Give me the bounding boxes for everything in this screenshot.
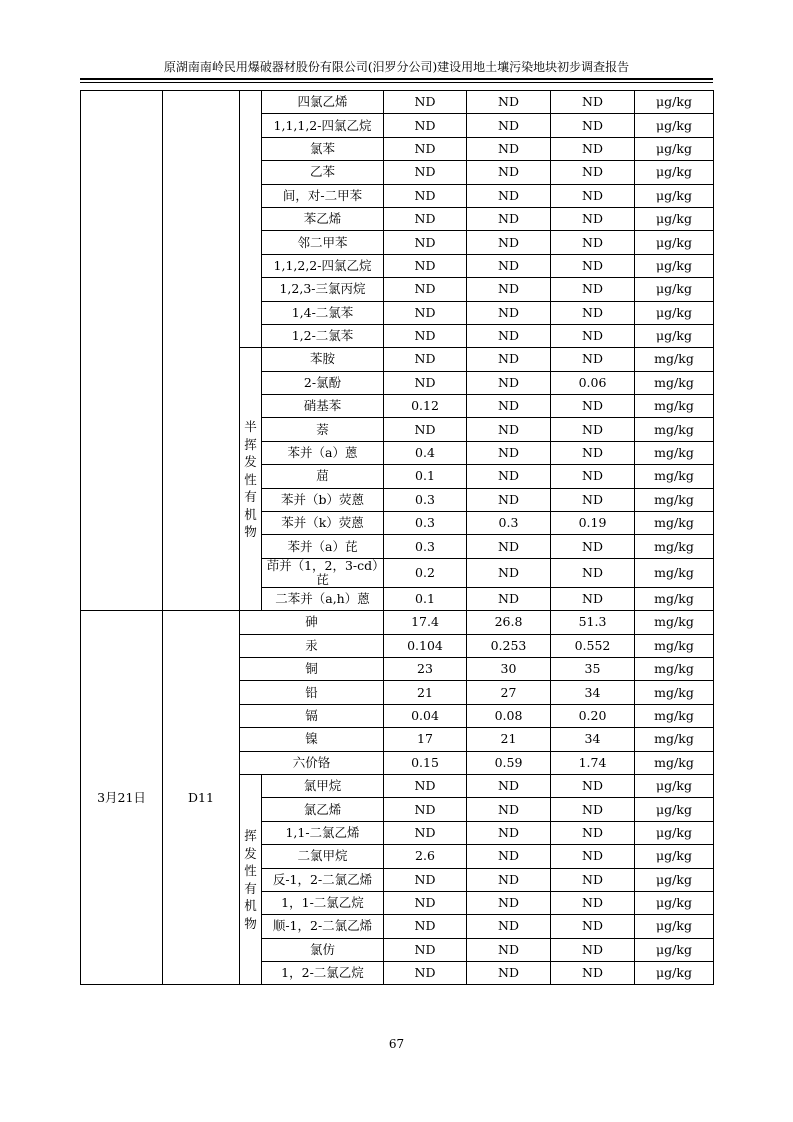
parameter-cell: 1,1,2,2-四氯乙烷 bbox=[262, 254, 384, 277]
unit-cell: μg/kg bbox=[635, 915, 714, 938]
value-cell-2: 0.3 bbox=[467, 512, 551, 535]
unit-cell: mg/kg bbox=[635, 704, 714, 727]
parameter-cell: 铜 bbox=[240, 657, 384, 680]
value-cell-3: ND bbox=[551, 301, 635, 324]
unit-cell: mg/kg bbox=[635, 587, 714, 610]
value-cell-3: ND bbox=[551, 278, 635, 301]
value-cell-2: ND bbox=[467, 254, 551, 277]
value-cell-3: ND bbox=[551, 91, 635, 114]
parameter-cell: 茚并（1，2，3-cd）芘 bbox=[262, 558, 384, 587]
unit-cell: mg/kg bbox=[635, 348, 714, 371]
value-cell-2: ND bbox=[467, 207, 551, 230]
value-cell-2: ND bbox=[467, 278, 551, 301]
value-cell-2: ND bbox=[467, 774, 551, 797]
value-cell-1: ND bbox=[384, 418, 467, 441]
report-header: 原湖南南岭民用爆破器材股份有限公司(汨罗分公司)建设用地土壤污染地块初步调查报告 bbox=[163, 60, 630, 74]
value-cell-1: 17.4 bbox=[384, 611, 467, 634]
value-cell-3: ND bbox=[551, 418, 635, 441]
value-cell-3: ND bbox=[551, 207, 635, 230]
value-cell-3: 34 bbox=[551, 681, 635, 704]
value-cell-1: 23 bbox=[384, 657, 467, 680]
value-cell-2: ND bbox=[467, 137, 551, 160]
value-cell-3: ND bbox=[551, 587, 635, 610]
unit-cell: μg/kg bbox=[635, 938, 714, 961]
unit-cell: μg/kg bbox=[635, 254, 714, 277]
table-row bbox=[81, 91, 714, 114]
category-cell-svoc-text: 半挥发性有机物 bbox=[244, 419, 257, 539]
value-cell-2: ND bbox=[467, 938, 551, 961]
value-cell-2: ND bbox=[467, 114, 551, 137]
unit-cell: mg/kg bbox=[635, 395, 714, 418]
value-cell-3: 0.19 bbox=[551, 512, 635, 535]
value-cell-1: 0.3 bbox=[384, 535, 467, 558]
value-cell-1: ND bbox=[384, 868, 467, 891]
value-cell-1: ND bbox=[384, 137, 467, 160]
value-cell-3: 51.3 bbox=[551, 611, 635, 634]
value-cell-3: ND bbox=[551, 161, 635, 184]
category-cell-continued bbox=[240, 91, 262, 348]
unit-cell: mg/kg bbox=[635, 418, 714, 441]
parameter-cell: 苯并（a）芘 bbox=[262, 535, 384, 558]
value-cell-3: ND bbox=[551, 962, 635, 985]
value-cell-2: ND bbox=[467, 915, 551, 938]
date-cell-continued bbox=[81, 91, 163, 611]
value-cell-1: ND bbox=[384, 798, 467, 821]
value-cell-3: ND bbox=[551, 798, 635, 821]
value-cell-1: ND bbox=[384, 207, 467, 230]
value-cell-3: ND bbox=[551, 324, 635, 347]
unit-cell: μg/kg bbox=[635, 324, 714, 347]
parameter-cell: 氯乙烯 bbox=[262, 798, 384, 821]
value-cell-3: ND bbox=[551, 254, 635, 277]
value-cell-2: 30 bbox=[467, 657, 551, 680]
unit-cell: mg/kg bbox=[635, 681, 714, 704]
unit-cell: μg/kg bbox=[635, 891, 714, 914]
unit-cell: mg/kg bbox=[635, 634, 714, 657]
parameter-cell: 1,1-二氯乙烯 bbox=[262, 821, 384, 844]
parameter-cell: 铅 bbox=[240, 681, 384, 704]
value-cell-2: 0.59 bbox=[467, 751, 551, 774]
unit-cell: μg/kg bbox=[635, 868, 714, 891]
value-cell-2: ND bbox=[467, 184, 551, 207]
value-cell-1: 17 bbox=[384, 728, 467, 751]
header-rule-thick bbox=[80, 78, 713, 80]
parameter-cell: 苯并（b）荧蒽 bbox=[262, 488, 384, 511]
unit-cell: mg/kg bbox=[635, 611, 714, 634]
value-cell-2: ND bbox=[467, 558, 551, 587]
results-table bbox=[80, 90, 714, 985]
parameter-cell: 邻二甲苯 bbox=[262, 231, 384, 254]
value-cell-3: ND bbox=[551, 114, 635, 137]
parameter-cell: 2-氯酚 bbox=[262, 371, 384, 394]
value-cell-3: ND bbox=[551, 891, 635, 914]
value-cell-3: 34 bbox=[551, 728, 635, 751]
value-cell-1: ND bbox=[384, 774, 467, 797]
value-cell-1: ND bbox=[384, 91, 467, 114]
value-cell-3: ND bbox=[551, 488, 635, 511]
value-cell-3: ND bbox=[551, 441, 635, 464]
parameter-cell: 间，对-二甲苯 bbox=[262, 184, 384, 207]
value-cell-3: ND bbox=[551, 938, 635, 961]
parameter-cell: 苯并（a）蒽 bbox=[262, 441, 384, 464]
unit-cell: μg/kg bbox=[635, 962, 714, 985]
value-cell-3: ND bbox=[551, 395, 635, 418]
unit-cell: μg/kg bbox=[635, 161, 714, 184]
value-cell-2: ND bbox=[467, 535, 551, 558]
unit-cell: μg/kg bbox=[635, 301, 714, 324]
value-cell-3: 1.74 bbox=[551, 751, 635, 774]
value-cell-1: 2.6 bbox=[384, 845, 467, 868]
value-cell-2: ND bbox=[467, 488, 551, 511]
value-cell-3: 35 bbox=[551, 657, 635, 680]
parameter-cell: 反-1，2-二氯乙烯 bbox=[262, 868, 384, 891]
unit-cell: μg/kg bbox=[635, 114, 714, 137]
parameter-cell: 苯并（k）荧蒽 bbox=[262, 512, 384, 535]
parameter-cell: 汞 bbox=[240, 634, 384, 657]
value-cell-3: ND bbox=[551, 915, 635, 938]
value-cell-2: ND bbox=[467, 231, 551, 254]
value-cell-3: ND bbox=[551, 231, 635, 254]
value-cell-3: ND bbox=[551, 535, 635, 558]
value-cell-1: 0.04 bbox=[384, 704, 467, 727]
category-cell-svoc bbox=[240, 348, 262, 611]
value-cell-1: ND bbox=[384, 301, 467, 324]
value-cell-1: 0.2 bbox=[384, 558, 467, 587]
value-cell-1: ND bbox=[384, 184, 467, 207]
value-cell-2: ND bbox=[467, 418, 551, 441]
value-cell-2: ND bbox=[467, 301, 551, 324]
value-cell-2: ND bbox=[467, 845, 551, 868]
unit-cell: μg/kg bbox=[635, 845, 714, 868]
unit-cell: mg/kg bbox=[635, 512, 714, 535]
value-cell-1: 0.3 bbox=[384, 512, 467, 535]
parameter-cell: 苯胺 bbox=[262, 348, 384, 371]
value-cell-2: ND bbox=[467, 587, 551, 610]
value-cell-1: ND bbox=[384, 348, 467, 371]
value-cell-1: ND bbox=[384, 962, 467, 985]
value-cell-1: ND bbox=[384, 371, 467, 394]
value-cell-3: 0.06 bbox=[551, 371, 635, 394]
parameter-cell: 苯乙烯 bbox=[262, 207, 384, 230]
value-cell-3: ND bbox=[551, 821, 635, 844]
parameter-cell: 1，1-二氯乙烷 bbox=[262, 891, 384, 914]
parameter-cell: 砷 bbox=[240, 611, 384, 634]
unit-cell: mg/kg bbox=[635, 751, 714, 774]
value-cell-1: 0.1 bbox=[384, 587, 467, 610]
unit-cell: mg/kg bbox=[635, 657, 714, 680]
value-cell-1: 0.4 bbox=[384, 441, 467, 464]
date-cell: 3月21日 bbox=[81, 611, 163, 985]
parameter-cell: 氯苯 bbox=[262, 137, 384, 160]
unit-cell: mg/kg bbox=[635, 465, 714, 488]
parameter-cell: 氯甲烷 bbox=[262, 774, 384, 797]
parameter-cell: 氯仿 bbox=[262, 938, 384, 961]
value-cell-2: ND bbox=[467, 161, 551, 184]
value-cell-2: ND bbox=[467, 798, 551, 821]
value-cell-3: ND bbox=[551, 348, 635, 371]
value-cell-1: ND bbox=[384, 278, 467, 301]
parameter-cell: 1,2-二氯苯 bbox=[262, 324, 384, 347]
value-cell-3: ND bbox=[551, 465, 635, 488]
parameter-cell: 四氯乙烯 bbox=[262, 91, 384, 114]
value-cell-2: ND bbox=[467, 465, 551, 488]
value-cell-1: 0.3 bbox=[384, 488, 467, 511]
unit-cell: μg/kg bbox=[635, 798, 714, 821]
value-cell-2: ND bbox=[467, 891, 551, 914]
parameter-cell: 䓛 bbox=[262, 465, 384, 488]
value-cell-2: 26.8 bbox=[467, 611, 551, 634]
page-number: 67 bbox=[388, 1037, 405, 1051]
value-cell-1: ND bbox=[384, 891, 467, 914]
value-cell-1: ND bbox=[384, 161, 467, 184]
value-cell-2: ND bbox=[467, 324, 551, 347]
value-cell-1: ND bbox=[384, 821, 467, 844]
value-cell-1: ND bbox=[384, 254, 467, 277]
parameter-cell: 二氯甲烷 bbox=[262, 845, 384, 868]
unit-cell: mg/kg bbox=[635, 441, 714, 464]
unit-cell: μg/kg bbox=[635, 774, 714, 797]
value-cell-2: ND bbox=[467, 962, 551, 985]
unit-cell: μg/kg bbox=[635, 91, 714, 114]
table-row bbox=[81, 611, 714, 634]
parameter-cell: 乙苯 bbox=[262, 161, 384, 184]
unit-cell: mg/kg bbox=[635, 535, 714, 558]
value-cell-2: 27 bbox=[467, 681, 551, 704]
value-cell-2: 0.253 bbox=[467, 634, 551, 657]
value-cell-1: ND bbox=[384, 231, 467, 254]
point-cell: D11 bbox=[163, 611, 240, 985]
value-cell-3: ND bbox=[551, 184, 635, 207]
value-cell-2: 0.08 bbox=[467, 704, 551, 727]
unit-cell: mg/kg bbox=[635, 728, 714, 751]
point-cell-continued bbox=[163, 91, 240, 611]
parameter-cell: 镉 bbox=[240, 704, 384, 727]
unit-cell: μg/kg bbox=[635, 278, 714, 301]
value-cell-2: ND bbox=[467, 348, 551, 371]
value-cell-1: 0.15 bbox=[384, 751, 467, 774]
value-cell-2: ND bbox=[467, 91, 551, 114]
parameter-cell: 1,4-二氯苯 bbox=[262, 301, 384, 324]
value-cell-1: 0.1 bbox=[384, 465, 467, 488]
unit-cell: μg/kg bbox=[635, 821, 714, 844]
parameter-cell: 1,2,3-三氯丙烷 bbox=[262, 278, 384, 301]
value-cell-3: 0.552 bbox=[551, 634, 635, 657]
value-cell-1: ND bbox=[384, 938, 467, 961]
value-cell-1: ND bbox=[384, 324, 467, 347]
value-cell-2: 21 bbox=[467, 728, 551, 751]
value-cell-3: ND bbox=[551, 845, 635, 868]
value-cell-3: ND bbox=[551, 868, 635, 891]
unit-cell: μg/kg bbox=[635, 184, 714, 207]
value-cell-1: 0.12 bbox=[384, 395, 467, 418]
value-cell-3: 0.20 bbox=[551, 704, 635, 727]
value-cell-2: ND bbox=[467, 821, 551, 844]
unit-cell: mg/kg bbox=[635, 371, 714, 394]
value-cell-3: ND bbox=[551, 774, 635, 797]
value-cell-3: ND bbox=[551, 137, 635, 160]
parameter-cell: 1,1,1,2-四氯乙烷 bbox=[262, 114, 384, 137]
value-cell-2: ND bbox=[467, 395, 551, 418]
unit-cell: mg/kg bbox=[635, 488, 714, 511]
value-cell-1: 21 bbox=[384, 681, 467, 704]
header-rule-thin bbox=[80, 82, 713, 83]
unit-cell: mg/kg bbox=[635, 558, 714, 587]
value-cell-2: ND bbox=[467, 371, 551, 394]
parameter-cell: 二苯并（a,h）蒽 bbox=[262, 587, 384, 610]
value-cell-2: ND bbox=[467, 441, 551, 464]
parameter-cell: 六价铬 bbox=[240, 751, 384, 774]
parameter-cell: 顺-1，2-二氯乙烯 bbox=[262, 915, 384, 938]
value-cell-1: ND bbox=[384, 915, 467, 938]
unit-cell: μg/kg bbox=[635, 137, 714, 160]
unit-cell: μg/kg bbox=[635, 207, 714, 230]
value-cell-3: ND bbox=[551, 558, 635, 587]
value-cell-2: ND bbox=[467, 868, 551, 891]
category-cell-voc-text: 挥发性有机物 bbox=[244, 828, 257, 931]
value-cell-1: 0.104 bbox=[384, 634, 467, 657]
parameter-cell: 1，2-二氯乙烷 bbox=[262, 962, 384, 985]
parameter-cell: 镍 bbox=[240, 728, 384, 751]
unit-cell: μg/kg bbox=[635, 231, 714, 254]
value-cell-1: ND bbox=[384, 114, 467, 137]
parameter-cell: 硝基苯 bbox=[262, 395, 384, 418]
category-cell-voc bbox=[240, 774, 262, 985]
parameter-cell: 萘 bbox=[262, 418, 384, 441]
